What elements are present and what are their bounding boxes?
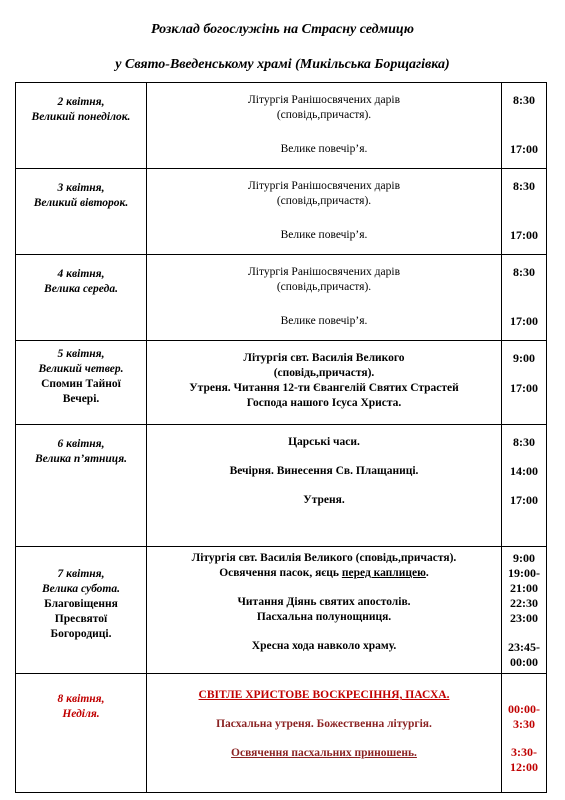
service-line: Пасхальна полунощниця.	[256, 611, 392, 623]
time-value: 23:00	[510, 611, 538, 625]
services-cell	[147, 83, 502, 169]
time-value: 12:00	[510, 760, 538, 774]
time-value: 8:30	[513, 435, 535, 449]
time-value: 21:00	[510, 581, 538, 595]
day-cell	[16, 169, 147, 255]
day-feast: Благовіщення	[44, 598, 118, 610]
time-value: 22:30	[510, 596, 538, 610]
time-value: 9:00	[513, 351, 535, 365]
day-feast: Спомин Тайної	[41, 378, 121, 390]
day-date: 5 квітня,	[57, 348, 105, 360]
day-cell	[16, 425, 147, 547]
day-name: Неділя.	[62, 708, 100, 720]
table-row	[16, 83, 547, 169]
day-cell	[16, 83, 147, 169]
services-cell	[147, 674, 502, 793]
table-row	[16, 547, 547, 674]
times-cell	[502, 83, 547, 169]
service-line: Літургія свт. Василія Великого (сповідь,причастя).	[191, 552, 457, 564]
day-name: Великий понеділок.	[31, 111, 131, 123]
service-place: перед каплицею	[341, 567, 426, 579]
service-line: Утреня.	[303, 494, 345, 506]
times-cell	[502, 674, 547, 793]
service-line: Утреня. Читання 12-ти Євангелій Святих Страстей	[189, 382, 459, 394]
time-value: 14:00	[510, 464, 538, 478]
day-date: 6 квітня,	[57, 438, 105, 450]
service-line: СВІТЛЕ ХРИСТОВЕ ВОСКРЕСІННЯ, ПАСХА.	[198, 689, 450, 701]
service-line: Господа нашого Ісуса Христа.	[246, 397, 402, 409]
page-title: Розклад богослужінь на Страсну седмицю	[151, 22, 414, 37]
service-line: Читання Діянь святих апостолів.	[237, 596, 411, 608]
time-value: 19:00-	[508, 566, 540, 580]
time-value: 9:00	[513, 551, 535, 565]
service-line: (сповідь,причастя).	[276, 281, 372, 293]
day-date: 8 квітня,	[57, 693, 105, 705]
day-cell	[16, 547, 147, 674]
services-cell	[147, 341, 502, 425]
services-cell	[147, 425, 502, 547]
service-line: Літургія Ранішосвячених дарів	[247, 180, 400, 192]
table-row	[16, 169, 547, 255]
service-line: Літургія свт. Василія Великого	[243, 352, 405, 364]
times-cell	[502, 341, 547, 425]
service-line: Пасхальна утреня. Божественна літургія.	[216, 718, 432, 730]
table-row	[16, 341, 547, 425]
time-value: 17:00	[510, 493, 538, 507]
service-line: Царські часи.	[288, 436, 360, 448]
time-value: 8:30	[513, 179, 535, 193]
day-feast: Пресвятої	[54, 613, 108, 625]
day-name: Великий вівторок.	[33, 197, 129, 209]
table-row	[16, 425, 547, 547]
times-cell	[502, 255, 547, 341]
day-name: Велика субота.	[42, 583, 120, 595]
times-cell	[502, 547, 547, 674]
time-value: 3:30	[513, 717, 535, 731]
time-value: 00:00-	[508, 702, 540, 716]
service-line: Освячення пасхальних приношень.	[231, 747, 417, 759]
service-line: Велике повечір’я.	[280, 229, 368, 241]
time-value: 8:30	[513, 265, 535, 279]
day-date: 3 квітня,	[57, 182, 105, 194]
page-subtitle: у Свято-Введенському храмі (Микільська Борщагівка)	[115, 57, 450, 72]
service-line: Хресна хода навколо храму.	[251, 640, 397, 652]
times-cell	[502, 425, 547, 547]
time-value: 17:00	[510, 381, 538, 395]
day-date: 4 квітня,	[57, 268, 105, 280]
day-name: Велика п’ятниця.	[34, 453, 128, 465]
service-line: (сповідь,причастя).	[276, 109, 372, 121]
time-value: 23:45-	[508, 640, 540, 654]
service-text: .	[425, 567, 429, 579]
services-cell	[147, 255, 502, 341]
time-value: 17:00	[510, 314, 538, 328]
day-name: Велика середа.	[44, 283, 118, 295]
day-cell	[16, 674, 147, 793]
table-row	[16, 255, 547, 341]
time-value: 8:30	[513, 93, 535, 107]
service-line: Літургія Ранішосвячених дарів	[247, 266, 400, 278]
day-date: 2 квітня,	[57, 96, 105, 108]
day-date: 7 квітня,	[57, 568, 105, 580]
time-value: 17:00	[510, 228, 538, 242]
service-line: Велике повечір’я.	[280, 315, 368, 327]
time-value: 17:00	[510, 142, 538, 156]
day-name: Великий четвер.	[38, 363, 124, 375]
schedule-table	[15, 82, 547, 793]
service-line: Велике повечір’я.	[280, 143, 368, 155]
service-text: Освячення пасок, яєць	[219, 567, 342, 579]
service-line: (сповідь,причастя).	[276, 195, 372, 207]
service-line: Літургія Ранішосвячених дарів	[247, 94, 400, 106]
services-cell	[147, 547, 502, 674]
day-cell	[16, 341, 147, 425]
times-cell	[502, 169, 547, 255]
day-feast: Богородиці.	[50, 628, 112, 640]
day-cell	[16, 255, 147, 341]
time-value: 3:30-	[511, 745, 537, 759]
services-cell	[147, 169, 502, 255]
table-row	[16, 674, 547, 793]
service-line: Вечірня. Винесення Св. Плащаниці.	[229, 465, 419, 477]
service-line	[147, 566, 501, 581]
time-value: 00:00	[510, 655, 538, 669]
service-line: (сповідь,причастя).	[273, 367, 375, 379]
day-feast: Вечері.	[62, 393, 100, 405]
